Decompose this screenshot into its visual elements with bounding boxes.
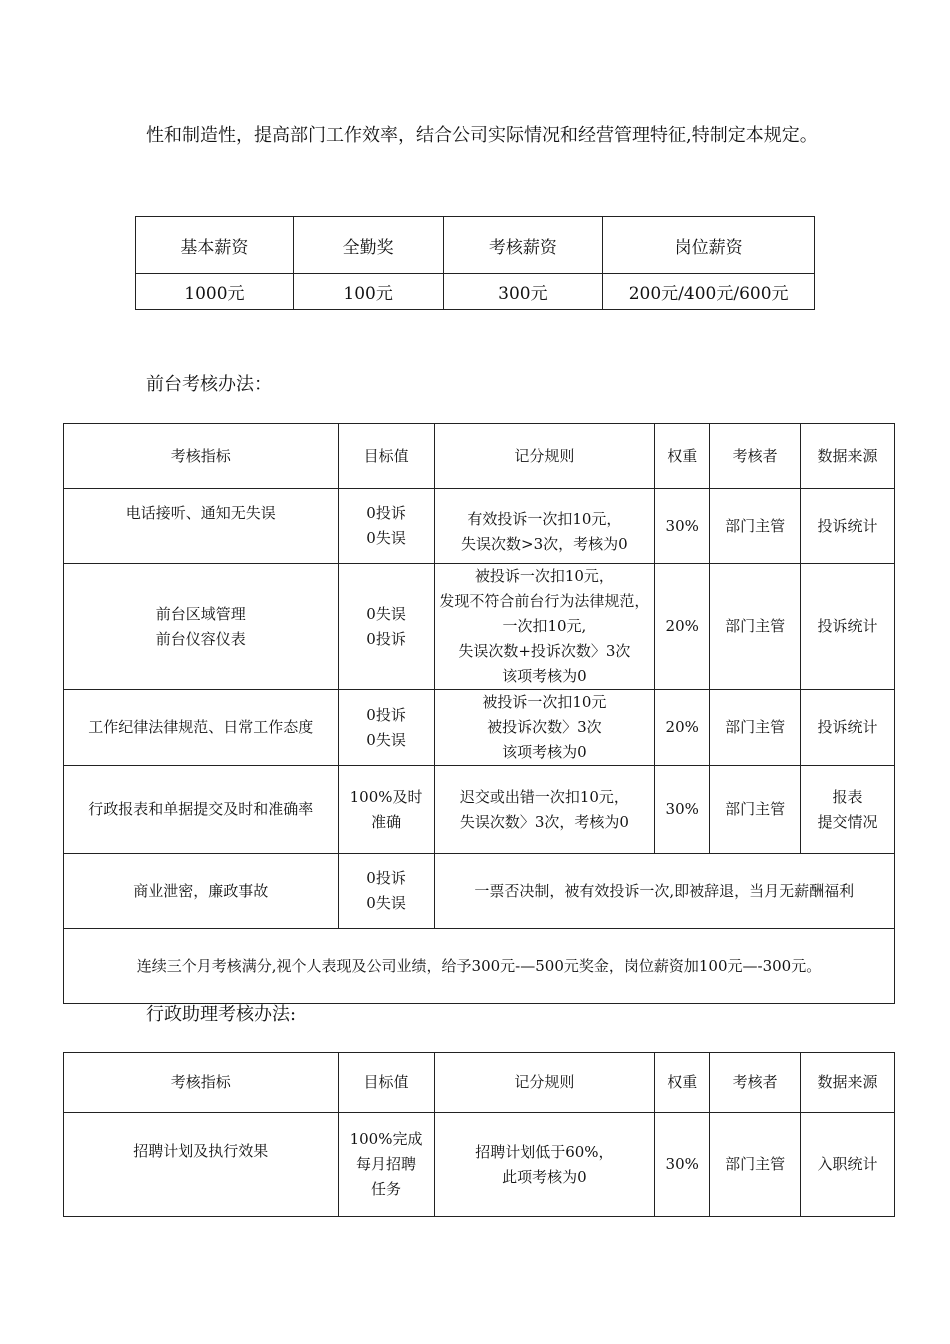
salary-header-row xyxy=(136,217,815,274)
salary-table xyxy=(135,216,815,310)
target-cell: 0投诉 0失误 xyxy=(338,489,434,564)
salary-value-cell: 100元 xyxy=(293,274,443,310)
assessor-cell: 部门主管 xyxy=(710,489,801,564)
veto-rule-cell: 一票否决制，被有效投诉一次,即被辞退，当月无薪酬福利 xyxy=(434,854,894,929)
table-row xyxy=(64,489,895,564)
assessor-cell: 部门主管 xyxy=(710,690,801,766)
assessor-cell: 部门主管 xyxy=(710,1113,801,1217)
admin-assistant-assessment-table xyxy=(63,1052,895,1217)
salary-value-row xyxy=(136,274,815,310)
header-indicator: 考核指标 xyxy=(64,1053,339,1113)
source-cell: 投诉统计 xyxy=(801,564,895,690)
veto-row xyxy=(64,854,895,929)
table-row xyxy=(64,690,895,766)
target-cell: 100%及时准确 xyxy=(338,766,434,854)
target-cell: 0投诉 0失误 xyxy=(338,854,434,929)
salary-value-cell: 200元/400元/600元 xyxy=(603,274,815,310)
salary-header-cell: 岗位薪资 xyxy=(603,217,815,274)
table-row xyxy=(64,766,895,854)
salary-value-cell: 300元 xyxy=(443,274,603,310)
source-cell: 投诉统计 xyxy=(801,690,895,766)
weight-cell: 30% xyxy=(655,1113,710,1217)
header-source: 数据来源 xyxy=(801,1053,895,1113)
header-indicator: 考核指标 xyxy=(64,424,339,489)
table-header-row xyxy=(64,1053,895,1113)
header-rule: 记分规则 xyxy=(434,1053,655,1113)
target-cell: 0失误 0投诉 xyxy=(338,564,434,690)
weight-cell: 30% xyxy=(655,489,710,564)
indicator-cell: 招聘计划及执行效果 xyxy=(64,1113,339,1217)
intro-paragraph: 性和制造性，提高部门工作效率，结合公司实际情况和经营管理特征,特制定本规定。 xyxy=(146,125,818,146)
indicator-cell: 商业泄密，廉政事故 xyxy=(64,854,339,929)
weight-cell: 20% xyxy=(655,564,710,690)
front-desk-heading: 前台考核办法： xyxy=(146,374,272,395)
rule-cell: 被投诉一次扣10元， 发现不符合前台行为法律规范，一次扣10元, 失误次数+投诉次数〉3次 该项考核为0 xyxy=(434,564,655,690)
rule-cell: 迟交或出错一次扣10元， 失误次数〉3次，考核为0 xyxy=(434,766,655,854)
target-cell: 0投诉 0失误 xyxy=(338,690,434,766)
bonus-cell: 连续三个月考核满分,视个人表现及公司业绩，给予300元-—500元奖金，岗位薪资加100元—-300元。 xyxy=(64,929,895,1004)
rule-cell: 有效投诉一次扣10元， 失误次数>3次，考核为0 xyxy=(434,489,655,564)
salary-header-cell: 基本薪资 xyxy=(136,217,294,274)
table-header-row xyxy=(64,424,895,489)
admin-assistant-heading: 行政助理考核办法: xyxy=(146,1004,297,1025)
table-row xyxy=(64,564,895,690)
assessor-cell: 部门主管 xyxy=(710,766,801,854)
indicator-cell: 前台区域管理 前台仪容仪表 xyxy=(64,564,339,690)
salary-header-cell: 全勤奖 xyxy=(293,217,443,274)
source-cell: 投诉统计 xyxy=(801,489,895,564)
salary-value-cell: 1000元 xyxy=(136,274,294,310)
weight-cell: 20% xyxy=(655,690,710,766)
header-target: 目标值 xyxy=(338,424,434,489)
header-target: 目标值 xyxy=(338,1053,434,1113)
table-row xyxy=(64,1113,895,1217)
header-weight: 权重 xyxy=(655,424,710,489)
salary-header-cell: 考核薪资 xyxy=(443,217,603,274)
assessor-cell: 部门主管 xyxy=(710,564,801,690)
source-cell: 报表 提交情况 xyxy=(801,766,895,854)
rule-cell: 被投诉一次扣10元 被投诉次数〉3次 该项考核为0 xyxy=(434,690,655,766)
bonus-row xyxy=(64,929,895,1004)
header-assessor: 考核者 xyxy=(710,424,801,489)
header-assessor: 考核者 xyxy=(710,1053,801,1113)
target-cell: 100%完成每月招聘任务 xyxy=(338,1113,434,1217)
weight-cell: 30% xyxy=(655,766,710,854)
source-cell: 入职统计 xyxy=(801,1113,895,1217)
indicator-cell: 行政报表和单据提交及时和准确率 xyxy=(64,766,339,854)
header-rule: 记分规则 xyxy=(434,424,655,489)
front-desk-assessment-table xyxy=(63,423,895,1004)
rule-cell: 招聘计划低于60%， 此项考核为0 xyxy=(434,1113,655,1217)
header-source: 数据来源 xyxy=(801,424,895,489)
indicator-cell: 工作纪律法律规范、日常工作态度 xyxy=(64,690,339,766)
header-weight: 权重 xyxy=(655,1053,710,1113)
indicator-cell: 电话接听、通知无失误 xyxy=(64,489,339,564)
